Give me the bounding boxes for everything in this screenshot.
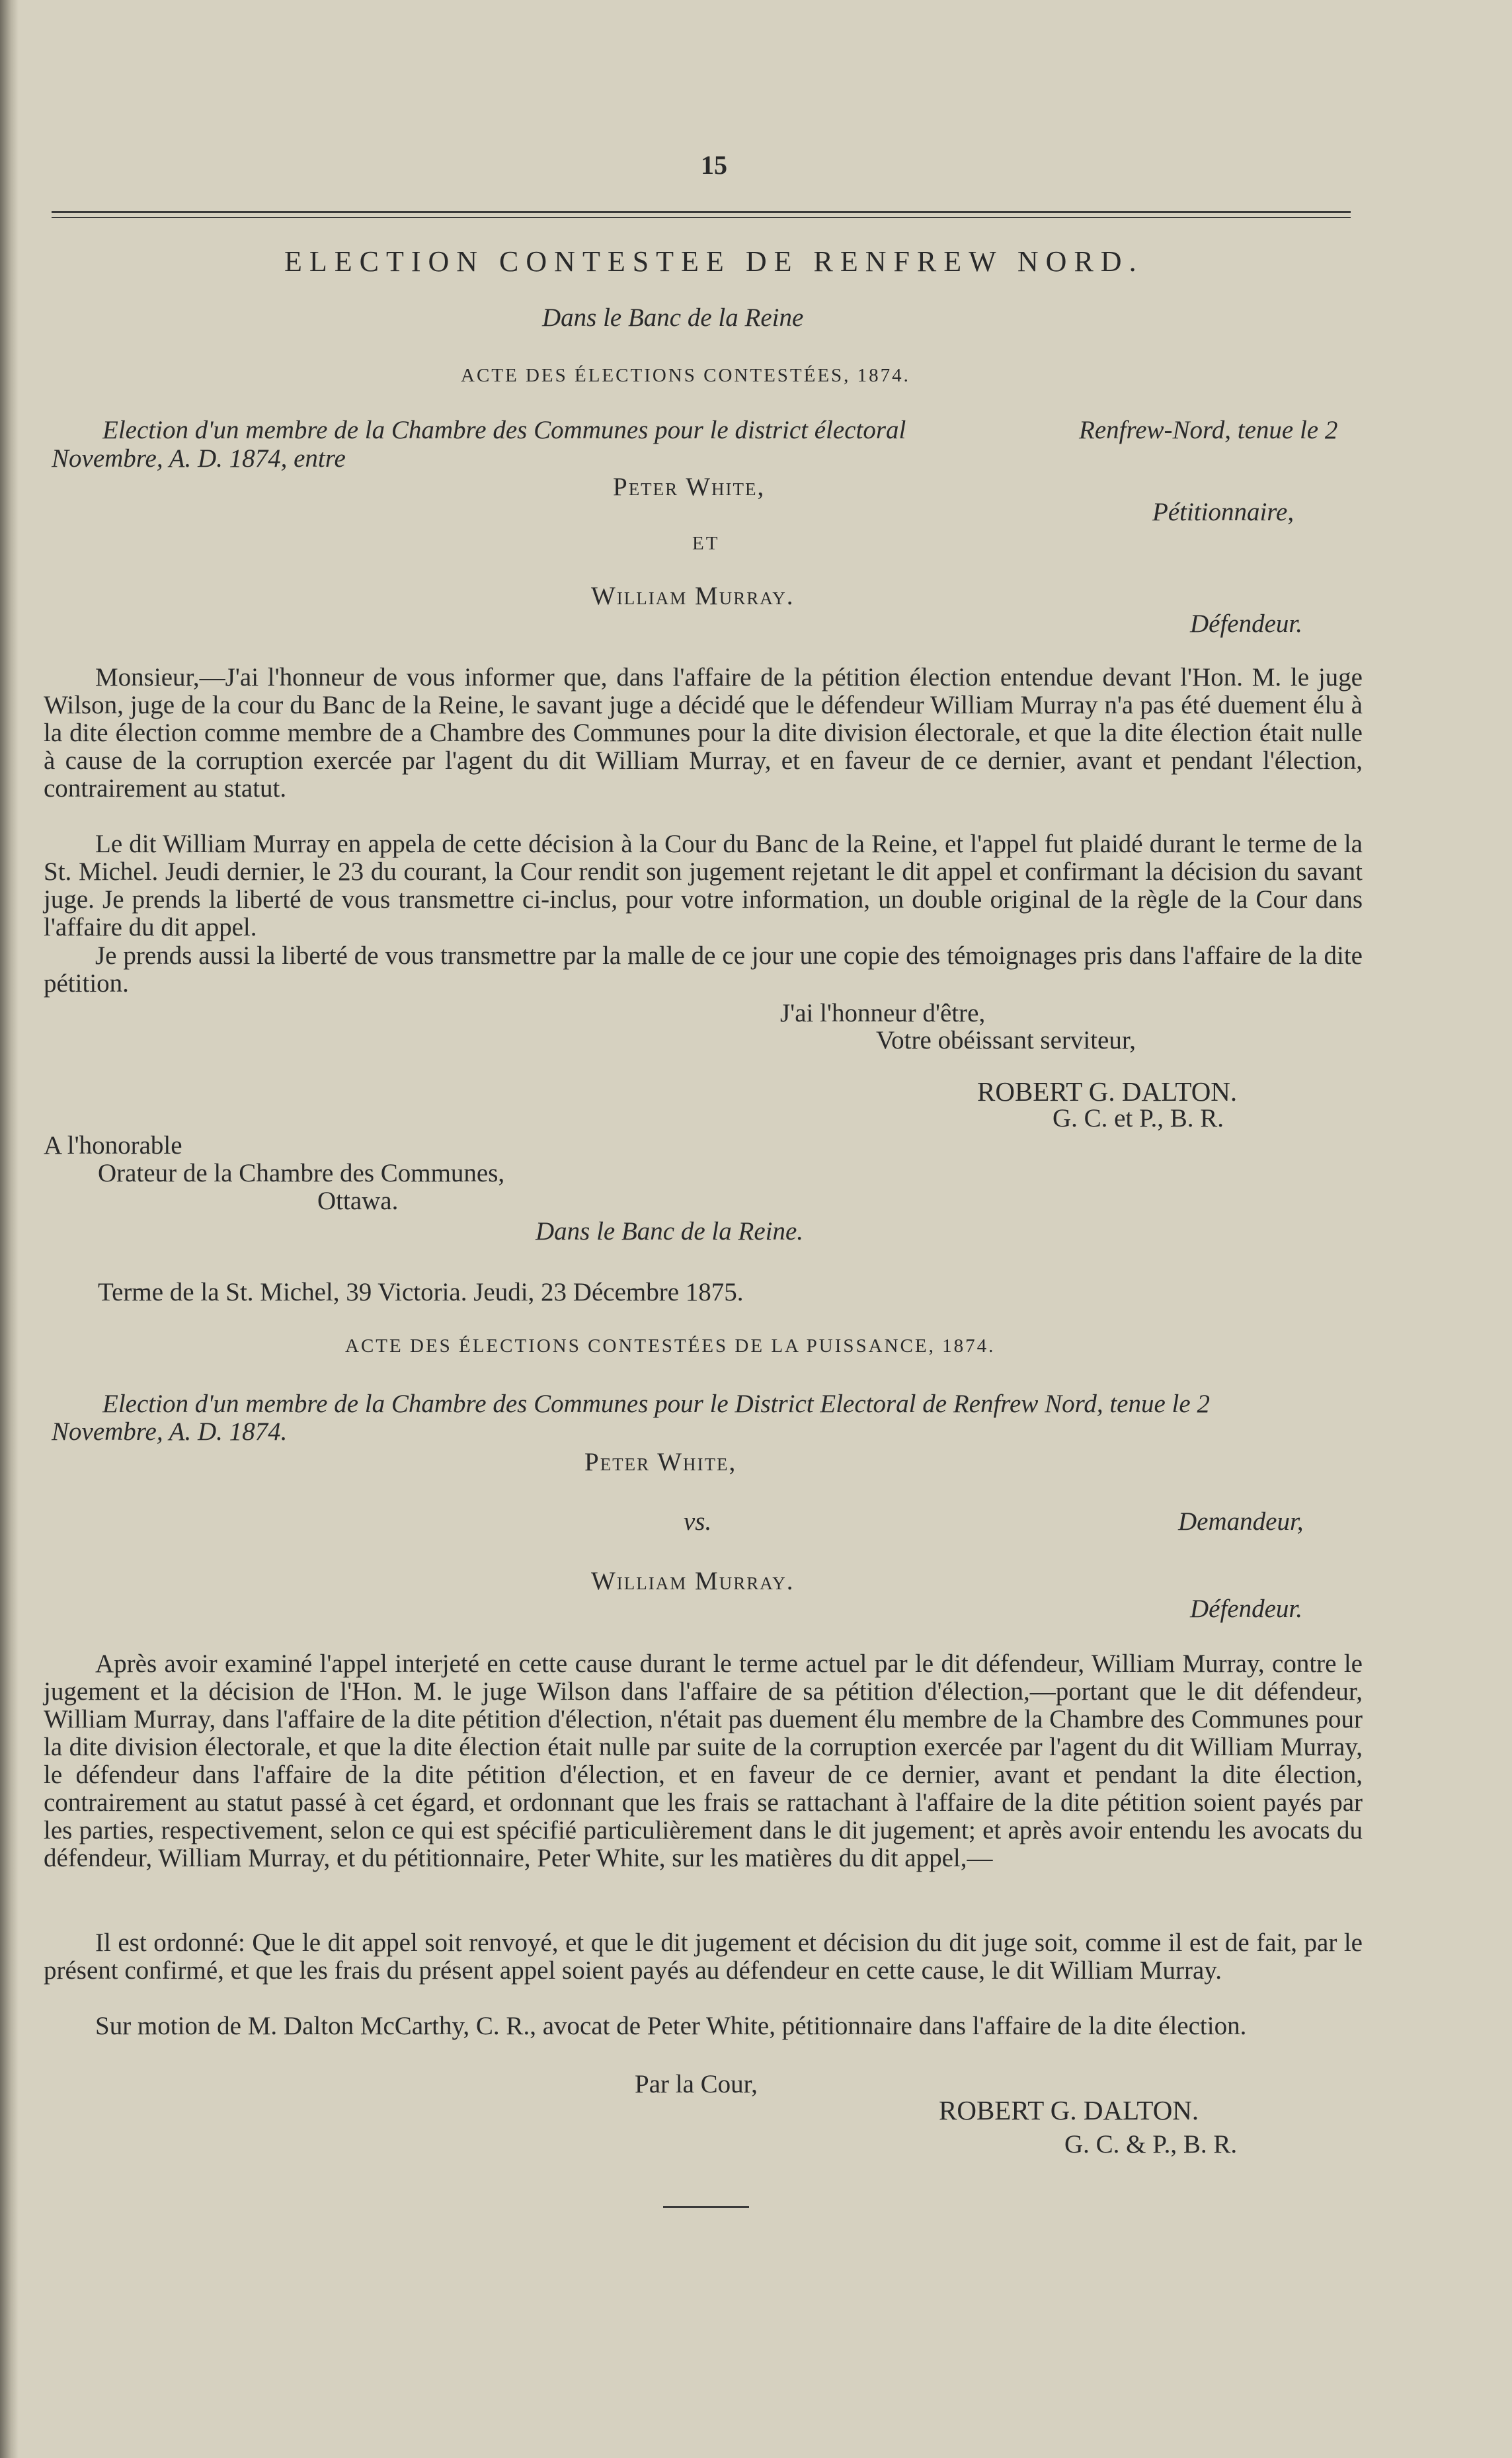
term-line: Terme de la St. Michel, 39 Victoria. Jeudi, 23 Décembre 1875.: [98, 1278, 744, 1306]
page-title: ELECTION CONTESTEE DE RENFREW NORD.: [284, 245, 1144, 278]
header-rule-top: [52, 211, 1351, 213]
petitioner-name: Peter White,: [613, 473, 766, 501]
act-heading-1: ACTE DES ÉLECTIONS CONTESTÉES, 1874.: [461, 365, 910, 386]
defendant-name-2: William Murray.: [591, 1567, 795, 1595]
signature-title-2: G. C. & P., B. R.: [1064, 2130, 1238, 2159]
closing-rule: [663, 2206, 749, 2208]
election-line-1-left: Election d'un membre de la Chambre des Communes pour le district électoral: [102, 416, 906, 444]
election-line-1-right: Renfrew-Nord, tenue le 2: [1079, 416, 1338, 444]
page-number: 15: [701, 150, 727, 180]
plaintiff-role: Demandeur,: [1178, 1507, 1304, 1536]
plaintiff-name: Peter White,: [584, 1448, 737, 1476]
closing-line-1: J'ai l'honneur d'être,: [780, 999, 986, 1027]
versus-label: vs.: [684, 1507, 712, 1536]
address-line-2: Orateur de la Chambre des Communes,: [98, 1159, 505, 1187]
closing-line-2: Votre obéissant serviteur,: [876, 1026, 1136, 1054]
judgment-paragraph-3: [44, 2012, 1363, 2040]
defendant-role: Défendeur.: [1190, 610, 1303, 638]
defendant-name: William Murray.: [591, 582, 795, 610]
judgment-paragraph-2-text: Il est ordonné: Que le dit appel soit renvoyé, et que le dit jugement et décision du dit juge soit, comme il est de fait, par le présent confirmé, et que les frais du présent appel soient payés au défendeur en cette cause, le dit William Murray.: [44, 1928, 1363, 1985]
header-rule-bottom: [52, 217, 1351, 218]
signature-2: ROBERT G. DALTON.: [939, 2095, 1199, 2125]
election-line-2: Novembre, A. D. 1874, entre: [52, 444, 346, 473]
letter-paragraph-2: [44, 830, 1363, 941]
election-line-3: Election d'un membre de la Chambre des Communes pour le District Electoral de Renfrew Nord, tenue le 2: [102, 1390, 1210, 1418]
signature-title-1: G. C. et P., B. R.: [1053, 1104, 1224, 1132]
letter-paragraph-2-text: Le dit William Murray en appela de cette décision à la Cour du Banc de la Reine, et l'appel fut plaidé durant le terme de la St. Michel. Jeudi dernier, le 23 du courant, la Cour rendit son jugement rejetant le dit appel et confirmant la décision du savant juge. Je prends la liberté de vous transmettre ci-inclus, pour votre information, un double original de la règle de la Cour dans l'affaire du dit appel.: [44, 830, 1363, 941]
defendant-role-2: Défendeur.: [1190, 1595, 1303, 1623]
address-line-3: Ottawa.: [317, 1187, 399, 1215]
judgment-paragraph-2: [44, 1929, 1363, 1985]
binding-shadow: [0, 0, 19, 2458]
judgment-paragraph-3-text: Sur motion de M. Dalton McCarthy, C. R., avocat de Peter White, pétitionnaire dans l'affaire de la dite élection.: [95, 2012, 1247, 2040]
election-line-4: Novembre, A. D. 1874.: [52, 1417, 288, 1446]
address-line-1: A l'honorable: [44, 1131, 182, 1160]
petitioner-role: Pétitionnaire,: [1152, 498, 1294, 526]
connector-et: ET: [692, 533, 720, 554]
letter-paragraph-3: [44, 942, 1363, 998]
by-court-line: Par la Cour,: [635, 2070, 758, 2098]
letter-paragraph-1: [44, 664, 1363, 803]
letter-paragraph-3-text: Je prends aussi la liberté de vous transmettre par la malle de ce jour une copie des témoignages pris dans l'affaire de la dite pétition.: [44, 941, 1363, 998]
judgment-paragraph-1-text: Après avoir examiné l'appel interjeté en cette cause durant le terme actuel par le dit défendeur, William Murray, contre le jugement et la décision de l'Hon. M. le juge Wilson dans l'affaire de sa pétition d'élection,—portant que le dit défendeur, William Murray, dans l'affaire de la dite pétition d'élection, n'était pas duement élu membre de la Chambre des Communes pour la dite division électorale, et que la dite élection était nulle par suite de la corruption exercée par l'agent du dit William Murray, le défendeur dans l'affaire de la dite pétition d'élection, et en faveur de ce dernier, avant et pendant la dite élection, contrairement au statut passé à cet égard, et ordonnant que les frais se rattachant à l'affaire de la dite pétition soient payés par les parties, respectivement, selon ce qui est spécifié particulièrement dans le dit jugement; et après avoir entendu les avocats du défendeur, William Murray, et du pétitionnaire, Peter White, sur les matières du dit appel,—: [44, 1649, 1363, 1872]
letter-paragraph-1-text: Monsieur,—J'ai l'honneur de vous informer que, dans l'affaire de la pétition élection entendue devant l'Hon. M. le juge Wilson, juge de la cour du Banc de la Reine, le savant juge a décidé que le défendeur William Murray n'a pas été duement élu à la dite élection comme membre de a Chambre des Communes pour la dite division électorale, et que la dite élection était nulle à cause de la corruption exercée par l'agent du dit William Murray, et en faveur de ce dernier, avant et pendant l'élection, contrairement au statut.: [44, 663, 1363, 803]
act-heading-2: ACTE DES ÉLECTIONS CONTESTÉES DE LA PUISSANCE, 1874.: [345, 1335, 996, 1357]
signature-1: ROBERT G. DALTON.: [977, 1076, 1238, 1107]
court-heading-2: Dans le Banc de la Reine.: [536, 1217, 804, 1246]
court-heading-1: Dans le Banc de la Reine: [542, 303, 804, 332]
judgment-paragraph-1: [44, 1650, 1363, 1872]
